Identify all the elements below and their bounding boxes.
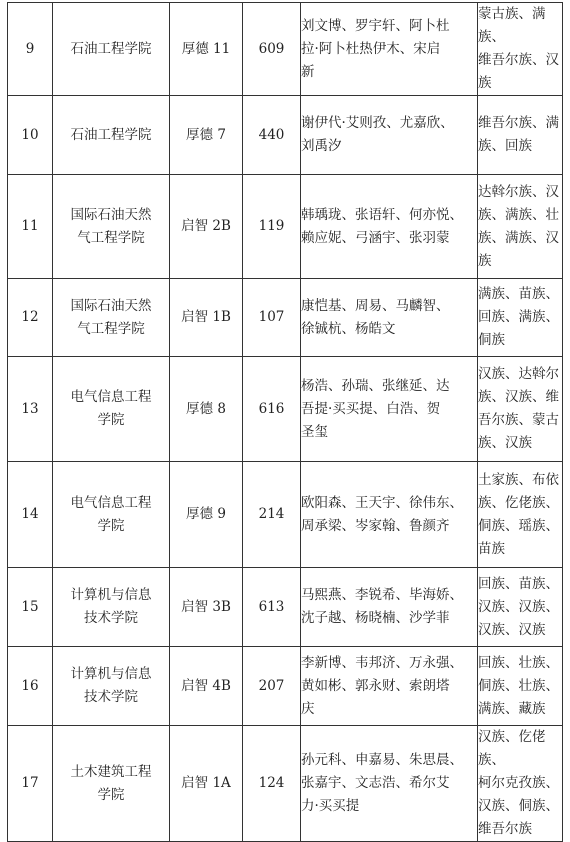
student-roster-table	[7, 2, 563, 842]
table-row	[8, 462, 563, 568]
student-names-cell-line: 杨浩、孙瑞、张继延、达	[301, 377, 450, 394]
student-names-cell-line: 新	[301, 63, 315, 80]
class-cell: 启智 2B	[170, 175, 243, 279]
ethnicity-cell-line: 维吾尔族、汉	[478, 52, 559, 68]
ethnicity-cell	[478, 175, 563, 279]
ethnicity-cell	[478, 726, 563, 842]
student-names-cell-line: 李新博、韦邦济、万永强、	[301, 654, 463, 671]
ethnicity-cell-line: 达斡尔族、汉	[478, 183, 559, 200]
dorm-number-cell: 119	[243, 175, 301, 279]
row-number-cell: 16	[8, 647, 53, 726]
student-names-cell-line: 拉·阿卜杜热伊木、宋启	[301, 40, 441, 57]
student-names-cell-line: 周承梁、岑家翰、鲁颜齐	[301, 517, 450, 534]
college-cell-line: 技术学院	[84, 610, 138, 626]
student-names-cell-line: 马熙燕、李锐希、毕海娇、	[301, 587, 463, 603]
class-cell: 启智 4B	[170, 647, 243, 726]
student-names-cell-line: 刘禹汐	[301, 138, 342, 154]
dorm-number-cell: 440	[243, 96, 301, 175]
class-cell: 启智 1B	[170, 279, 243, 357]
student-names-cell	[301, 357, 478, 462]
class-cell: 启智 3B	[170, 568, 243, 647]
ethnicity-cell-line: 汉族、汉族	[478, 621, 546, 638]
college-cell-line: 计算机与信息	[70, 666, 152, 682]
ethnicity-cell-line: 维吾尔族	[478, 821, 532, 837]
ethnicity-cell-line: 满族、苗族、	[478, 286, 559, 302]
college-cell	[53, 96, 170, 175]
ethnicity-cell-line: 族	[478, 252, 492, 269]
ethnicity-cell-line: 族、汉族	[478, 435, 532, 451]
student-names-cell-line: 康恺基、周易、马麟智、	[301, 297, 450, 314]
ethnicity-cell-line: 汉族、侗族、	[478, 798, 559, 814]
student-names-cell-line: 刘文博、罗宇轩、阿卜杜	[301, 17, 450, 34]
dorm-number-cell: 107	[243, 279, 301, 357]
ethnicity-cell-line: 汉族、达斡尔	[478, 366, 559, 382]
student-names-cell	[301, 726, 478, 842]
college-cell	[53, 647, 170, 726]
ethnicity-cell-line: 族、满族、汉	[478, 229, 559, 246]
student-names-cell-line: 黄如彬、郭永财、索朗塔	[301, 677, 450, 694]
ethnicity-cell	[478, 462, 563, 568]
class-cell: 厚德 11	[170, 3, 243, 96]
college-cell-line: 国际石油天然	[70, 297, 152, 314]
student-names-cell	[301, 647, 478, 726]
dorm-number-cell: 616	[243, 357, 301, 462]
student-names-cell-line: 谢伊代·艾则孜、尤嘉欣、	[301, 115, 454, 131]
class-cell: 厚德 7	[170, 96, 243, 175]
ethnicity-cell-line: 土家族、布依	[478, 471, 559, 488]
college-cell	[53, 3, 170, 96]
table-body	[8, 3, 563, 842]
table-row	[8, 175, 563, 279]
ethnicity-cell	[478, 96, 563, 175]
dorm-number-cell: 124	[243, 726, 301, 842]
ethnicity-cell-line: 回族、壮族、	[478, 654, 559, 671]
row-number-cell: 13	[8, 357, 53, 462]
ethnicity-cell-line: 族、回族	[478, 138, 532, 154]
student-names-cell-line: 圣玺	[301, 423, 328, 440]
dorm-number-cell: 609	[243, 3, 301, 96]
student-names-cell-line: 孙元科、申嘉易、朱思晨、	[301, 752, 463, 768]
row-number-cell: 11	[8, 175, 53, 279]
table-row	[8, 96, 563, 175]
ethnicity-cell-line: 汉族、仡佬族、	[478, 729, 546, 768]
college-cell	[53, 462, 170, 568]
ethnicity-cell	[478, 357, 563, 462]
dorm-number-cell: 214	[243, 462, 301, 568]
college-cell-line: 学院	[97, 517, 125, 534]
ethnicity-cell-line: 汉族、汉族、	[478, 598, 559, 615]
class-cell: 厚德 8	[170, 357, 243, 462]
college-cell-line: 石油工程学院	[70, 40, 152, 57]
college-cell-line: 学院	[97, 412, 125, 428]
college-cell	[53, 726, 170, 842]
student-names-cell	[301, 96, 478, 175]
student-names-cell-line: 张嘉宇、文志浩、希尔艾	[301, 775, 450, 791]
table-row	[8, 357, 563, 462]
row-number-cell: 17	[8, 726, 53, 842]
ethnicity-cell-line: 族、仡佬族、	[478, 494, 559, 511]
student-names-cell	[301, 568, 478, 647]
college-cell	[53, 568, 170, 647]
student-names-cell-line: 庆	[301, 700, 315, 717]
college-cell-line: 气工程学院	[77, 229, 145, 246]
row-number-cell: 12	[8, 279, 53, 357]
ethnicity-cell	[478, 279, 563, 357]
ethnicity-cell-line: 侗族、壮族、	[478, 677, 559, 694]
class-cell: 启智 1A	[170, 726, 243, 842]
college-cell	[53, 279, 170, 357]
row-number-cell: 9	[8, 3, 53, 96]
ethnicity-cell-line: 满族、藏族	[478, 700, 546, 717]
college-cell-line: 技术学院	[84, 689, 138, 705]
college-cell-line: 电气信息工程	[70, 389, 152, 405]
college-cell-line: 学院	[97, 786, 125, 803]
student-names-cell-line: 赖应妮、弓涵宇、张羽蒙	[301, 229, 450, 246]
ethnicity-cell-line: 侗族、瑶族、	[478, 517, 559, 534]
ethnicity-cell-line: 回族、苗族、	[478, 575, 559, 592]
college-cell-line: 石油工程学院	[70, 126, 152, 143]
college-cell-line: 计算机与信息	[70, 587, 152, 603]
ethnicity-cell-line: 蒙古族、满族、	[478, 6, 546, 45]
college-cell-line: 国际石油天然	[70, 206, 152, 223]
table-row	[8, 3, 563, 96]
student-names-cell-line: 沈子越、杨晓楠、沙学菲	[301, 610, 450, 626]
student-names-cell	[301, 279, 478, 357]
ethnicity-cell	[478, 568, 563, 647]
student-names-cell-line: 力·买买提	[301, 798, 360, 814]
student-names-cell	[301, 3, 478, 96]
student-names-cell-line: 欧阳森、王天宇、徐伟东、	[301, 494, 463, 511]
dorm-number-cell: 207	[243, 647, 301, 726]
ethnicity-cell-line: 维吾尔族、满	[478, 115, 559, 131]
ethnicity-cell-line: 族、汉族、维	[478, 389, 559, 405]
ethnicity-cell-line: 族、满族、壮	[478, 206, 559, 223]
ethnicity-cell-line: 苗族	[478, 540, 505, 557]
student-names-cell	[301, 462, 478, 568]
student-names-cell-line: 吾提·买买提、白浩、贺	[301, 400, 441, 417]
table-row	[8, 726, 563, 842]
ethnicity-cell-line: 族	[478, 75, 492, 91]
row-number-cell: 14	[8, 462, 53, 568]
ethnicity-cell-line: 回族、满族、	[478, 309, 559, 325]
ethnicity-cell	[478, 647, 563, 726]
row-number-cell: 10	[8, 96, 53, 175]
student-names-cell-line: 韩瑀珑、张语轩、何亦悦、	[301, 206, 463, 223]
row-number-cell: 15	[8, 568, 53, 647]
college-cell	[53, 175, 170, 279]
table-row	[8, 279, 563, 357]
class-cell: 厚德 9	[170, 462, 243, 568]
ethnicity-cell-line: 侗族	[478, 332, 505, 348]
student-names-cell	[301, 175, 478, 279]
college-cell	[53, 357, 170, 462]
college-cell-line: 气工程学院	[77, 320, 145, 337]
ethnicity-cell-line: 吾尔族、蒙古	[478, 412, 559, 428]
ethnicity-cell-line: 柯尔克孜族、	[478, 775, 559, 791]
student-names-cell-line: 徐铖杭、杨皓文	[301, 320, 396, 337]
college-cell-line: 电气信息工程	[70, 494, 152, 511]
table-row	[8, 647, 563, 726]
ethnicity-cell	[478, 3, 563, 96]
dorm-number-cell: 613	[243, 568, 301, 647]
college-cell-line: 土木建筑工程	[70, 763, 152, 780]
table-row	[8, 568, 563, 647]
